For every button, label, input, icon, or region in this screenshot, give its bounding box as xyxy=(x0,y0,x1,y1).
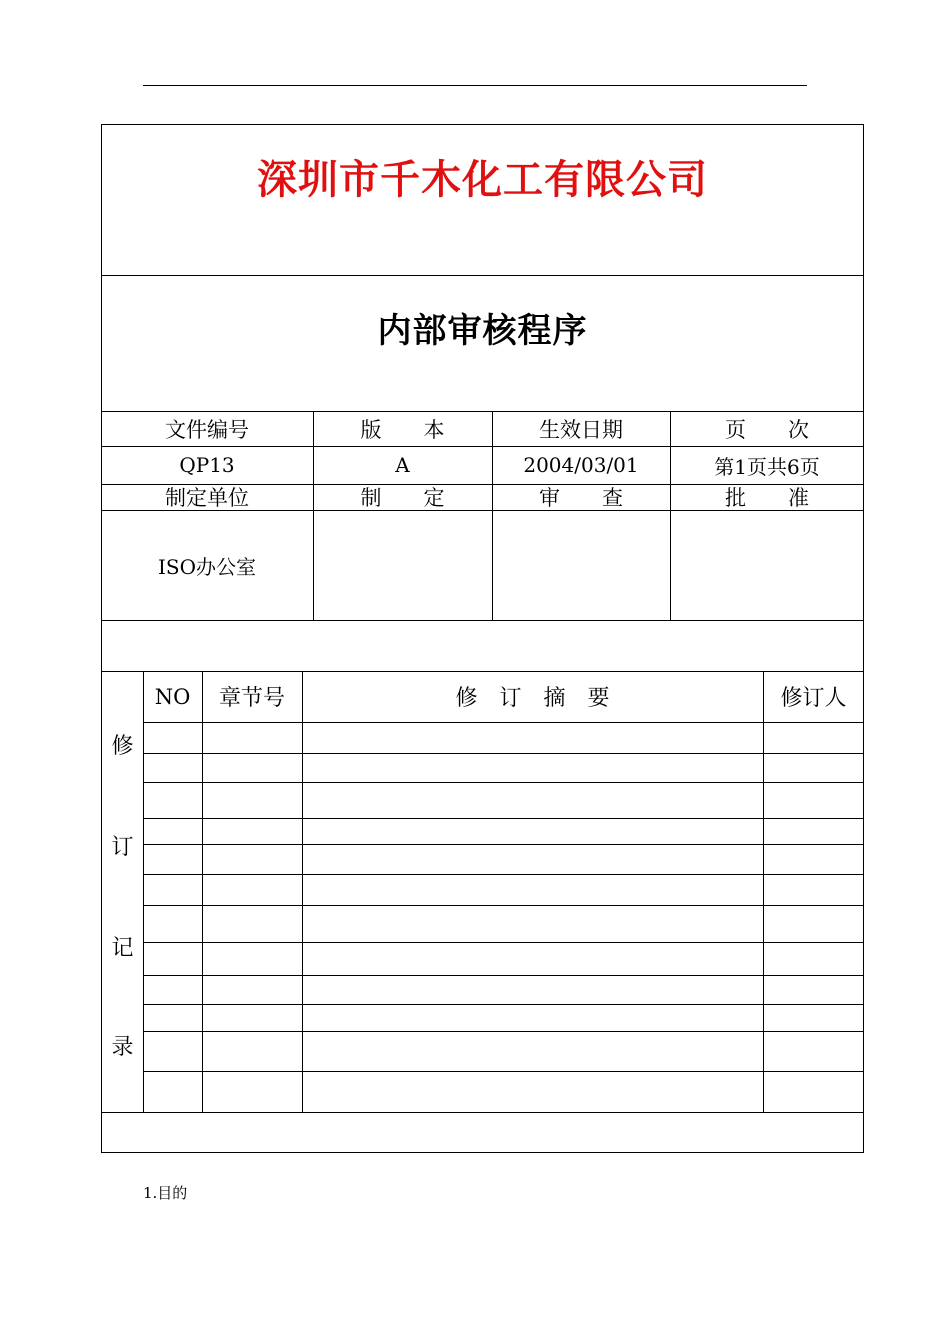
revision-side-label-4: 录 xyxy=(111,1035,134,1060)
header-version: 版 本 xyxy=(360,417,445,442)
revision-header-section: 章节号 xyxy=(218,686,285,711)
value-page: 第1页共6页 xyxy=(714,454,820,479)
revision-col-divider-2 xyxy=(302,671,303,1112)
revision-row-line xyxy=(143,782,864,783)
value-issuing-unit: ISO办公室 xyxy=(158,554,256,579)
revision-row-line xyxy=(143,844,864,845)
revision-col-divider-1 xyxy=(202,671,203,1112)
revision-side-label-2: 订 xyxy=(111,835,134,860)
divider-revision-end xyxy=(101,1112,864,1113)
value-approved xyxy=(670,510,864,620)
header-rule xyxy=(143,85,807,86)
revision-row-line xyxy=(143,975,864,976)
header-reviewed: 审 查 xyxy=(539,486,623,510)
value-doc-number: QP13 xyxy=(179,453,235,477)
divider-approval-values xyxy=(101,620,864,621)
value-version: A xyxy=(395,453,410,477)
value-effective-date: 2004/03/01 xyxy=(523,453,639,477)
revision-row-line xyxy=(143,1004,864,1005)
revision-side-label-1: 修 xyxy=(111,734,134,759)
revision-row-line xyxy=(143,905,864,906)
revision-row-line xyxy=(143,1031,864,1032)
section-heading-purpose: 1.目的 xyxy=(143,1184,188,1202)
revision-row-line xyxy=(143,818,864,819)
divider-company xyxy=(101,275,864,276)
header-effective-date: 生效日期 xyxy=(539,417,623,442)
revision-row-line xyxy=(143,753,864,754)
header-doc-number: 文件编号 xyxy=(165,417,249,442)
value-reviewed xyxy=(492,510,670,620)
header-prepared: 制 定 xyxy=(360,486,445,510)
company-name: 深圳市千木化工有限公司 xyxy=(257,156,708,203)
header-issuing-unit: 制定单位 xyxy=(165,486,249,510)
revision-row-line xyxy=(143,722,864,723)
revision-header-no: NO xyxy=(154,684,191,709)
revision-col-divider-3 xyxy=(763,671,764,1112)
header-page: 页 次 xyxy=(725,417,809,442)
revision-row-line xyxy=(143,942,864,943)
revision-header-reviser: 修订人 xyxy=(780,686,847,711)
document-title: 内部审核程序 xyxy=(377,311,588,351)
revision-side-label-3: 记 xyxy=(111,936,134,961)
header-approved: 批 准 xyxy=(725,486,809,510)
revision-row-line xyxy=(143,874,864,875)
value-prepared xyxy=(313,510,492,620)
revision-row-line xyxy=(143,1071,864,1072)
cover-form-frame xyxy=(101,124,864,1153)
revision-header-summary: 修 订 摘 要 xyxy=(455,686,610,711)
